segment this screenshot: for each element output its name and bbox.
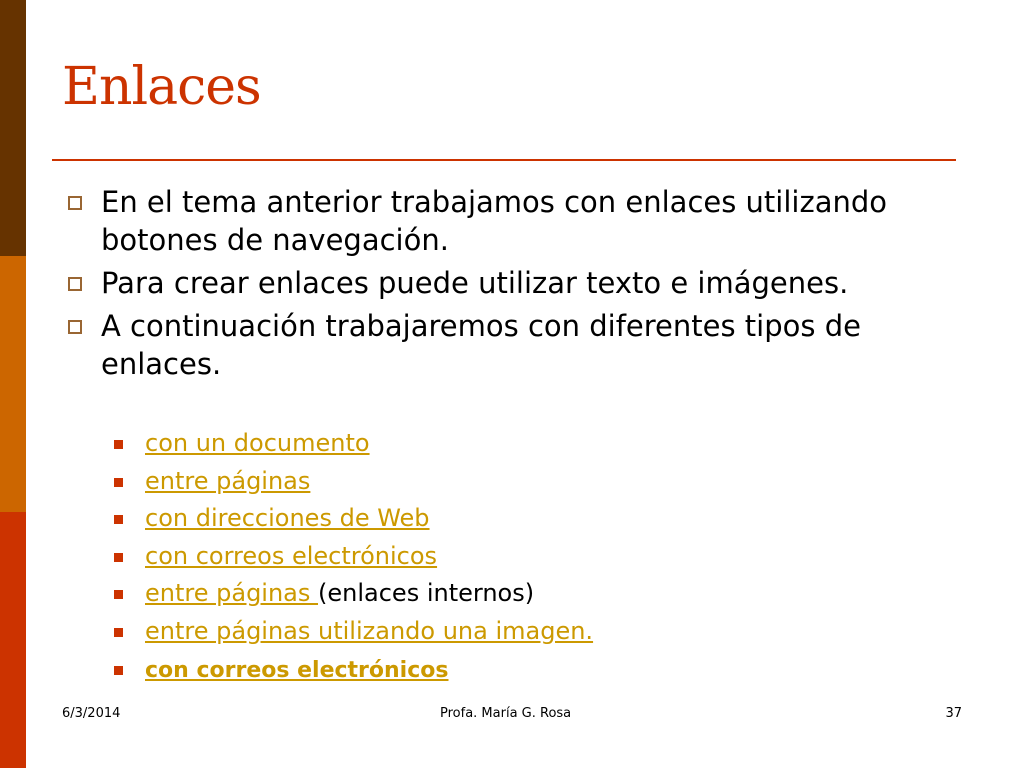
- link-list-item: [112, 651, 912, 689]
- link-entre-paginas[interactable]: entre páginas: [145, 466, 311, 495]
- footer-author: Profa. María G. Rosa: [440, 706, 572, 721]
- sidebar-band-orange: [0, 256, 26, 512]
- bullet-text: A continuación trabajaremos con diferentes tipos de enlaces.: [101, 309, 861, 381]
- bullet-text: Para crear enlaces puede utilizar texto e imágenes.: [101, 266, 849, 300]
- filled-square-bullet-icon: [114, 590, 123, 599]
- slide-title: Enlaces: [62, 57, 261, 117]
- title-divider: [52, 159, 956, 161]
- hollow-square-bullet-icon: [68, 320, 82, 334]
- link-direcciones-web[interactable]: con direcciones de Web: [145, 504, 430, 533]
- filled-square-bullet-icon: [114, 553, 123, 562]
- filled-square-bullet-icon: [114, 478, 123, 487]
- bullet-item: [62, 307, 962, 383]
- sidebar-band-dark-brown: [0, 0, 26, 256]
- filled-square-bullet-icon: [114, 666, 123, 675]
- link-entre-paginas-imagen[interactable]: entre páginas utilizando una imagen.: [145, 616, 594, 645]
- bullet-list: [62, 183, 962, 388]
- sidebar-band-red: [0, 512, 26, 768]
- link-list-item: [112, 500, 912, 538]
- link-list: [112, 425, 912, 688]
- link-entre-paginas-internos[interactable]: entre páginas: [145, 579, 319, 608]
- footer-date: 6/3/2014: [62, 706, 121, 721]
- link-list-item: [112, 613, 912, 651]
- bullet-item: [62, 264, 962, 302]
- link-list-item: [112, 425, 912, 463]
- link-list-item: [112, 538, 912, 576]
- filled-square-bullet-icon: [114, 515, 123, 524]
- link-list-item: [112, 463, 912, 501]
- footer-page-number: 37: [945, 706, 962, 721]
- link-list-item: [112, 575, 912, 613]
- filled-square-bullet-icon: [114, 628, 123, 637]
- link-correos-electronicos[interactable]: con correos electrónicos: [145, 541, 438, 570]
- filled-square-bullet-icon: [114, 440, 123, 449]
- link-con-un-documento[interactable]: con un documento: [145, 429, 370, 457]
- sidebar-decoration: [0, 0, 26, 768]
- link-correos-electronicos-bold[interactable]: con correos electrónicos: [145, 657, 449, 683]
- hollow-square-bullet-icon: [68, 196, 82, 210]
- bullet-item: [62, 183, 962, 259]
- link-note: (enlaces internos): [318, 579, 535, 608]
- hollow-square-bullet-icon: [68, 277, 82, 291]
- bullet-text: En el tema anterior trabajamos con enlaces utilizando botones de navegación.: [101, 185, 888, 257]
